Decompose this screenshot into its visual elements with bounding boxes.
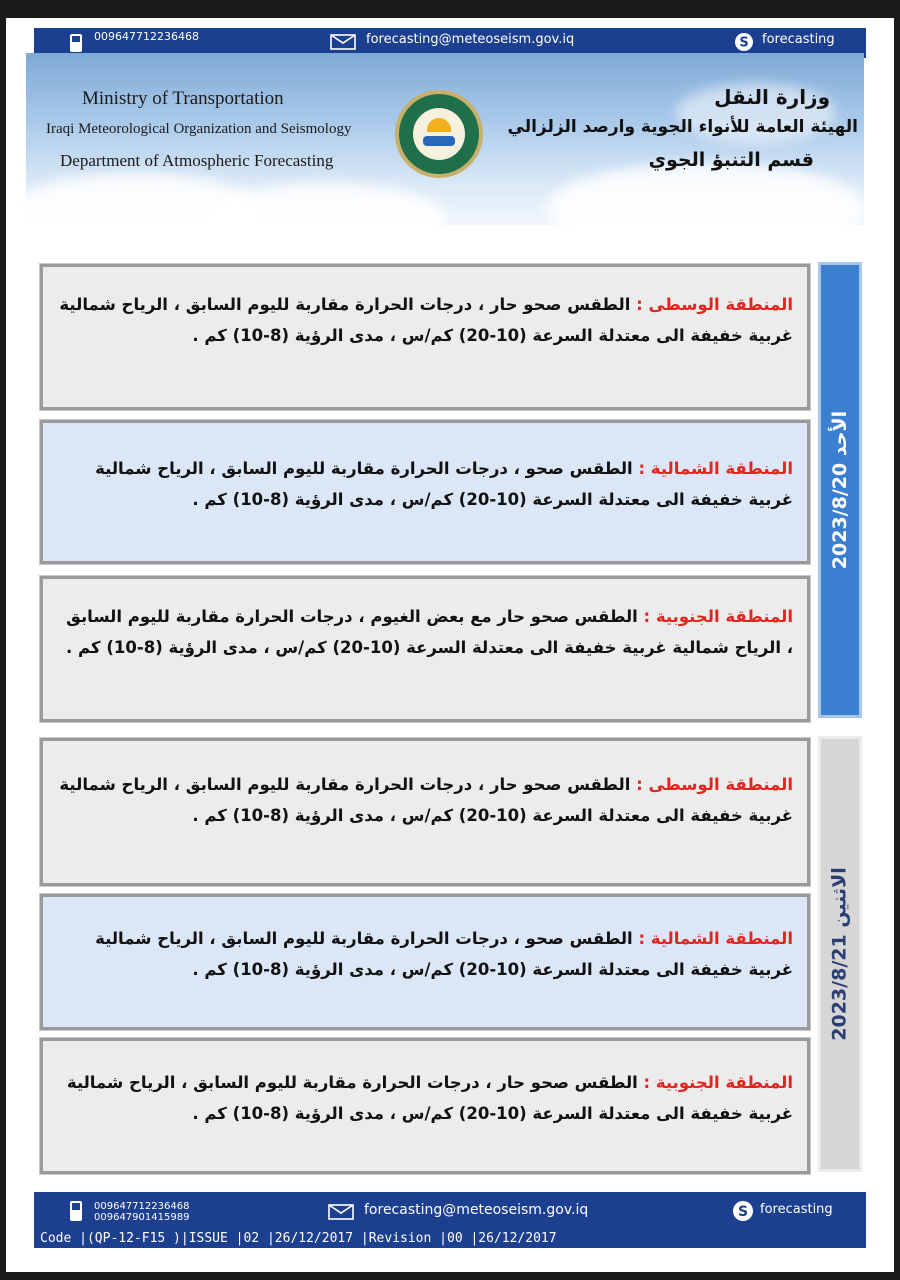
header-ar-line3: قسم التنبؤ الجوي (648, 149, 814, 171)
email-icon (330, 34, 356, 50)
footer-contact-strip (34, 1192, 866, 1230)
email-icon (328, 1204, 354, 1220)
region-label: المنطقة الجنوبية : (643, 607, 793, 626)
footer-email: forecasting@meteoseism.gov.iq (364, 1202, 589, 1218)
footer-phone2: 009647901415989 (94, 1212, 190, 1223)
region-label: المنطقة الشمالية : (638, 929, 793, 948)
forecast-box-day2-north (40, 894, 810, 1030)
date-label-day1 (818, 262, 862, 718)
date-label-day2 (818, 736, 862, 1172)
region-label: المنطقة الوسطى : (636, 295, 793, 314)
document-code-bar: Code |(QP-12-F15 )|ISSUE |02 |26/12/2017 |Revision |00 |26/12/2017 (34, 1230, 866, 1248)
svg-text:S: S (739, 35, 749, 51)
forecast-box-day1-north (40, 420, 810, 564)
header-en-line3: Department of Atmospheric Forecasting (60, 151, 334, 170)
forecast-text: الطقس صحو حار ، درجات الحرارة مقاربة لليوم السابق ، الرياح شمالية غربية خفيفة الى معتدلة السرعة (10-20) كم/س ، مدى الرؤية (8-10) كم . (59, 775, 793, 825)
region-label: المنطقة الشمالية : (638, 459, 793, 478)
region-label: المنطقة الجنوبية : (643, 1073, 793, 1092)
organization-logo (395, 90, 483, 178)
footer-skype: forecasting (760, 1202, 833, 1217)
date-label-day1-text: 2023/8/20 الأحد (829, 410, 852, 570)
header-ar-line2: الهيئة العامة للأنواء الجوية وارصد الزلزالي (507, 117, 858, 137)
date-label-day2-text: 2023/8/21 الاثنين (829, 867, 852, 1041)
phone-icon (68, 1200, 84, 1222)
phone-icon (68, 33, 84, 53)
header-email: forecasting@meteoseism.gov.iq (366, 32, 575, 47)
skype-icon (734, 32, 754, 52)
header-en-line1: Ministry of Transportation (82, 88, 284, 109)
header-en-line2: Iraqi Meteorological Organization and Seismology (46, 121, 352, 137)
region-label: المنطقة الوسطى : (636, 775, 793, 794)
forecast-box-day1-central (40, 264, 810, 410)
forecast-text: الطقس صحو ، درجات الحرارة مقاربة لليوم السابق ، الرياح شمالية غربية خفيفة الى معتدلة السرعة (10-20) كم/س ، مدى الرؤية (8-10) كم . (95, 459, 793, 509)
forecast-text: الطقس صحو حار ، درجات الحرارة مقاربة لليوم السابق ، الرياح شمالية غربية خفيفة الى معتدلة السرعة (10-20) كم/س ، مدى الرؤية (8-10) كم . (66, 1073, 793, 1123)
forecast-box-day2-central (40, 738, 810, 886)
header-ar-line1: وزارة النقل (714, 85, 830, 109)
header-phone: 009647712236468 (94, 30, 199, 43)
forecast-text: الطقس صحو حار ، درجات الحرارة مقاربة لليوم السابق ، الرياح شمالية غربية خفيفة الى معتدلة السرعة (10-20) كم/س ، مدى الرؤية (8-10) كم . (59, 295, 793, 345)
skype-icon (732, 1200, 754, 1222)
header-skype: forecasting (762, 32, 835, 47)
forecast-text: الطقس صحو حار مع بعض الغيوم ، درجات الحرارة مقاربة لليوم السابق ، الرياح شمالية غربية خفيفة الى معتدلة السرعة (10-20) كم/س ، مدى الرؤية (8-10) كم . (66, 607, 793, 657)
footer-phone1: 009647712236468 (94, 1201, 190, 1212)
svg-text:S: S (737, 1204, 749, 1220)
forecast-box-day2-south (40, 1038, 810, 1174)
forecast-box-day1-south (40, 576, 810, 722)
forecast-text: الطقس صحو ، درجات الحرارة مقاربة لليوم السابق ، الرياح شمالية غربية خفيفة الى معتدلة السرعة (10-20) كم/س ، مدى الرؤية (8-10) كم . (95, 929, 793, 979)
